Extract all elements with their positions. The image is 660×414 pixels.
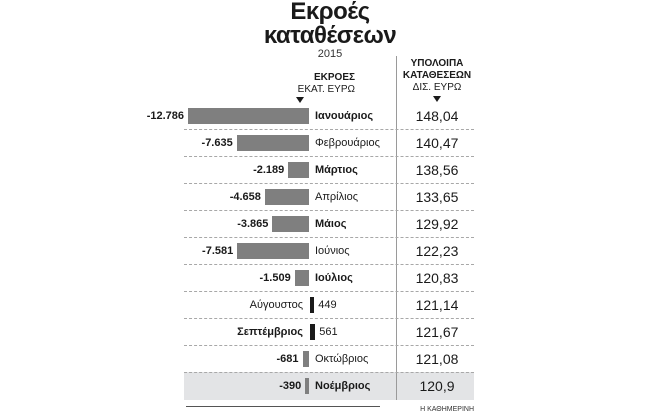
- month-label: Ιούνιος: [315, 244, 350, 257]
- chart-year: 2015: [317, 48, 343, 60]
- row-separator: [184, 183, 474, 184]
- row-separator: [184, 291, 474, 292]
- deposit-balance: 140,47: [415, 134, 459, 151]
- outflow-value: -390: [279, 379, 302, 392]
- deposit-balance: 138,56: [415, 161, 459, 178]
- deposit-balance: 122,23: [415, 242, 459, 259]
- outflow-value: -3.865: [237, 217, 269, 230]
- deposits-header-unit: ΔΙΣ. ΕΥΡΩ: [412, 82, 462, 93]
- month-label: Μάιος: [315, 217, 347, 230]
- row-separator: [184, 129, 474, 130]
- month-label: Σεπτέμβριος: [237, 325, 303, 338]
- deposits-header-arrow-icon: [433, 96, 441, 102]
- deposits-header-line2: ΚΑΤΑΘΕΣΕΩΝ: [402, 70, 472, 81]
- row-separator: [184, 210, 474, 211]
- deposit-balance: 121,14: [415, 296, 459, 313]
- deposit-balance: 129,92: [415, 215, 459, 232]
- outflow-bar: [295, 270, 309, 286]
- row-separator: [184, 318, 474, 319]
- outflow-bar: [310, 324, 315, 340]
- month-label: Αύγουστος: [249, 298, 303, 311]
- deposit-balance: 148,04: [415, 107, 459, 124]
- chart-title-line1: Εκροές: [290, 0, 370, 25]
- outflow-value: -2.189: [253, 163, 285, 176]
- outflow-value: -12.786: [146, 109, 184, 122]
- outflow-bar: [310, 297, 314, 313]
- month-label: Φεβρουάριος: [315, 136, 380, 149]
- outflow-bar: [305, 378, 309, 394]
- outflows-header-arrow-icon: [296, 97, 304, 103]
- chart-title-line2: καταθέσεων: [263, 22, 397, 49]
- outflow-value: 561: [319, 325, 338, 338]
- outflow-bar: [272, 216, 309, 232]
- month-label: Μάρτιος: [315, 163, 358, 176]
- outflow-bar: [237, 135, 309, 151]
- month-label: Νοέμβριος: [315, 379, 371, 392]
- outflow-bar: [303, 351, 309, 367]
- row-separator: [184, 372, 474, 373]
- outflow-value: -681: [276, 352, 299, 365]
- outflow-value: 449: [318, 298, 337, 311]
- month-label: Ιανουάριος: [315, 109, 374, 122]
- month-label: Ιούλιος: [315, 271, 353, 284]
- deposit-balance: 121,67: [415, 323, 459, 340]
- month-label: Απρίλιος: [315, 190, 358, 203]
- deposit-balance: 120,83: [415, 269, 459, 286]
- deposits-header-line1: ΥΠΟΛΟΙΠΑ: [410, 58, 464, 69]
- outflow-value: -1.509: [259, 271, 291, 284]
- row-separator: [184, 237, 474, 238]
- outflow-value: -7.635: [201, 136, 233, 149]
- row-separator: [184, 264, 474, 265]
- outflows-header-unit: ΕΚΑΤ. ΕΥΡΩ: [297, 84, 355, 95]
- month-label: Οκτώβριος: [315, 352, 369, 365]
- row-separator: [184, 345, 474, 346]
- row-separator: [184, 156, 474, 157]
- outflows-header: [210, 72, 355, 96]
- outflows-header-title: ΕΚΡΟΕΣ: [313, 72, 355, 83]
- outflow-value: -7.581: [202, 244, 234, 257]
- outflow-bar: [188, 108, 309, 124]
- source-label: Η ΚΑΘΗΜΕΡΙΝΗ: [380, 406, 474, 414]
- deposits-header: [400, 58, 474, 94]
- outflow-bar: [237, 243, 309, 259]
- deposit-balance: 133,65: [415, 188, 459, 205]
- outflow-value: -4.658: [229, 190, 261, 203]
- outflow-bar: [265, 189, 309, 205]
- deposit-balance: 120,9: [419, 377, 455, 394]
- outflow-bar: [288, 162, 309, 178]
- deposit-balance: 121,08: [415, 350, 459, 367]
